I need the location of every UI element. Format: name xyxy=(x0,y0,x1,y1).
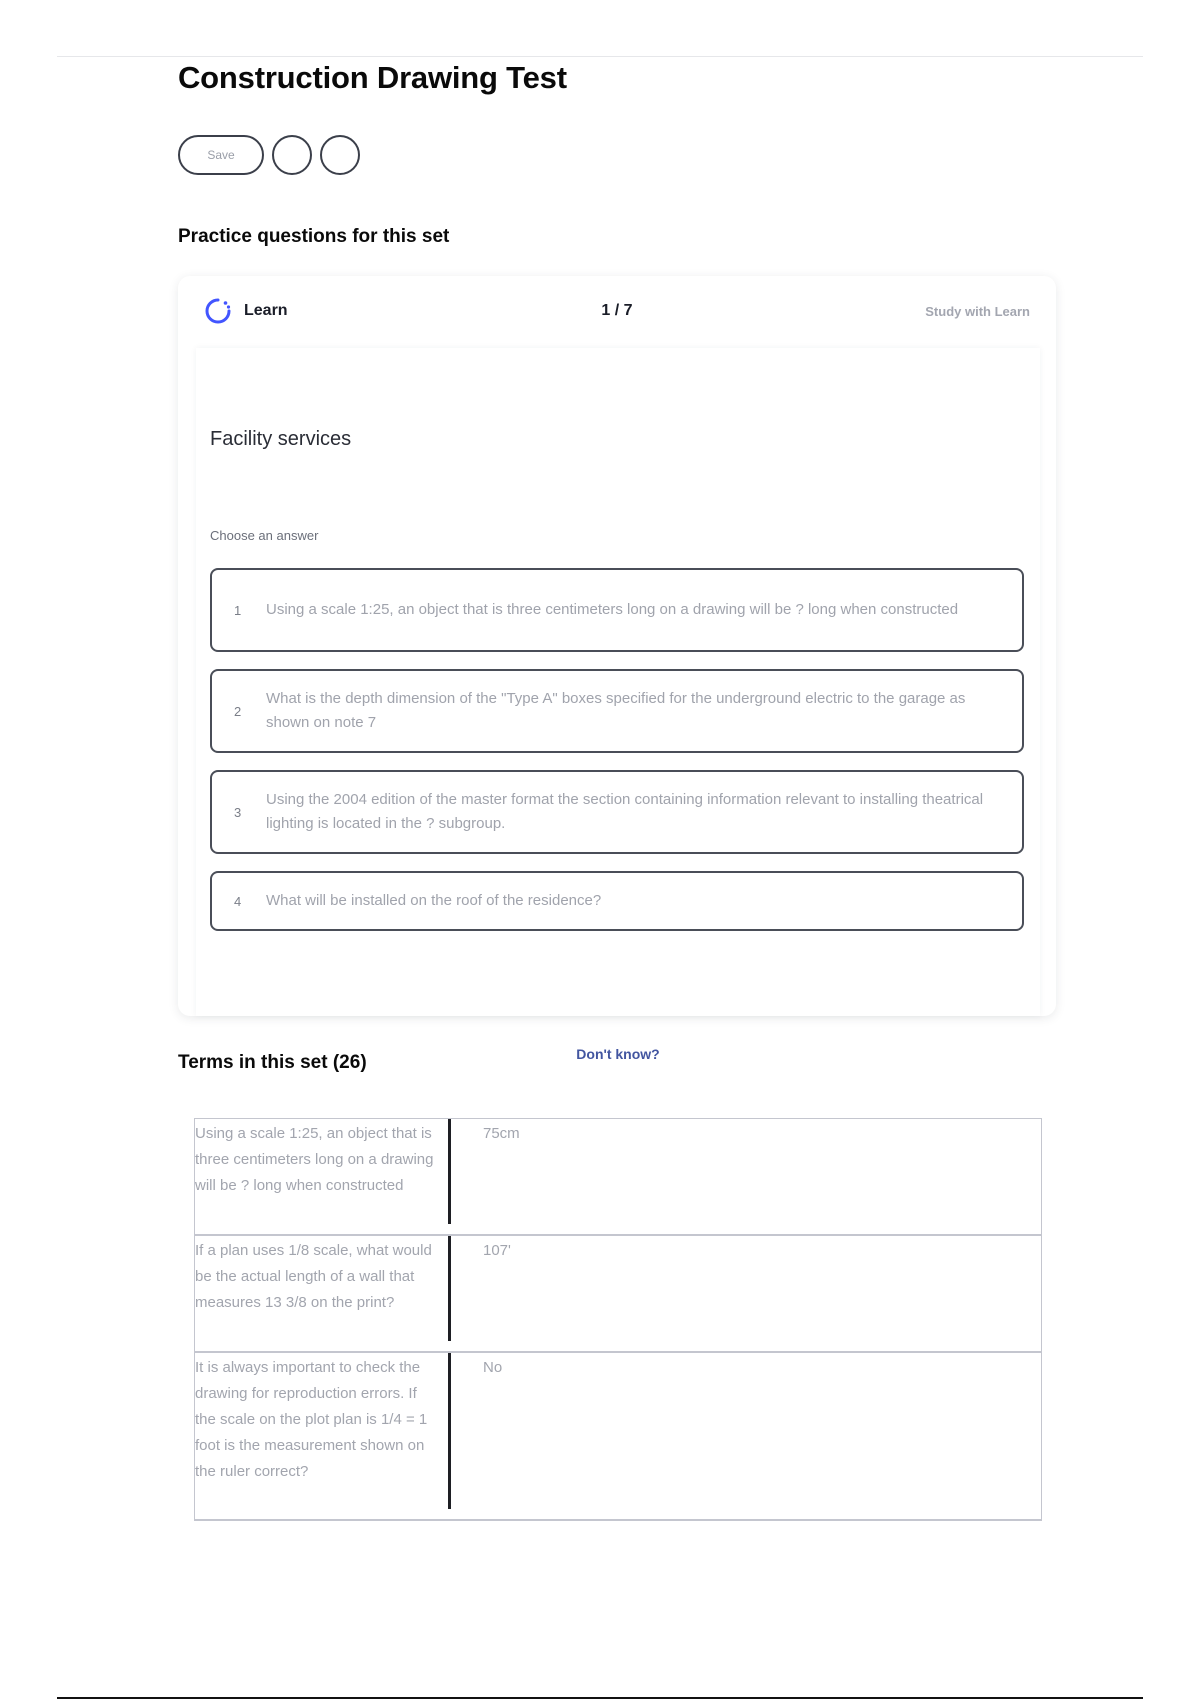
answer-number: 2 xyxy=(234,703,242,719)
answer-option-2[interactable] xyxy=(210,669,1024,753)
term-cell: It is always important to check the drawing for reproduction errors. If the scale on the plot plan is 1/4 = 1 foot is the measurement shown on the ruler correct? xyxy=(195,1353,451,1509)
answer-number: 1 xyxy=(234,602,242,618)
answer-number: 3 xyxy=(234,804,242,820)
learn-header xyxy=(204,296,1030,326)
learn-card xyxy=(178,276,1056,1062)
answer-options xyxy=(210,568,1024,948)
answer-number: 4 xyxy=(234,893,242,909)
learn-spinner-icon xyxy=(204,297,232,325)
table-row xyxy=(195,1236,1041,1353)
question-progress: 1 / 7 xyxy=(601,302,633,319)
table-row xyxy=(195,1119,1041,1236)
answer-text: What will be installed on the roof of the residence? xyxy=(266,892,602,909)
set-actions xyxy=(178,135,360,175)
term-cell: If a plan uses 1/8 scale, what would be the actual length of a wall that measures 13 3/8 on the print? xyxy=(195,1236,451,1341)
definition-cell: 107' xyxy=(483,1242,511,1259)
question-panel xyxy=(196,348,1040,1062)
definition-cell: No xyxy=(483,1359,503,1376)
answer-text: Using a scale 1:25, an object that is three centimeters long on a drawing will be ? long when constructed xyxy=(266,601,959,618)
answer-text: What is the depth dimension of the "Type A" boxes specified for the underground electric to the garage as shown on note 7 xyxy=(266,690,966,731)
page-title: Construction Drawing Test xyxy=(178,60,567,95)
terms-heading: Terms in this set (26) xyxy=(178,1052,367,1073)
study-with-learn-link[interactable]: Study with Learn xyxy=(925,303,1030,319)
share-button[interactable] xyxy=(272,135,312,175)
bottom-divider xyxy=(57,1697,1143,1699)
dont-know-button[interactable]: Don't know? xyxy=(576,1046,660,1062)
answer-text: Using the 2004 edition of the master format the section containing information relevant to installing theatrical lighting is located in the ? subgroup. xyxy=(266,791,984,832)
answer-option-4[interactable] xyxy=(210,871,1024,931)
learn-label: Learn xyxy=(244,302,288,319)
definition-cell: 75cm xyxy=(483,1125,520,1142)
more-options-button[interactable] xyxy=(320,135,360,175)
answer-option-3[interactable] xyxy=(210,770,1024,854)
top-divider xyxy=(57,56,1143,57)
table-row xyxy=(195,1353,1041,1521)
term-cell: Using a scale 1:25, an object that is three centimeters long on a drawing will be ? long when constructed xyxy=(195,1119,451,1224)
terms-table xyxy=(194,1118,1042,1521)
practice-heading: Practice questions for this set xyxy=(178,226,450,247)
choose-answer-label: Choose an answer xyxy=(210,528,319,543)
question-prompt: Facility services xyxy=(210,428,352,450)
answer-option-1[interactable] xyxy=(210,568,1024,652)
save-button[interactable]: Save xyxy=(178,135,264,175)
